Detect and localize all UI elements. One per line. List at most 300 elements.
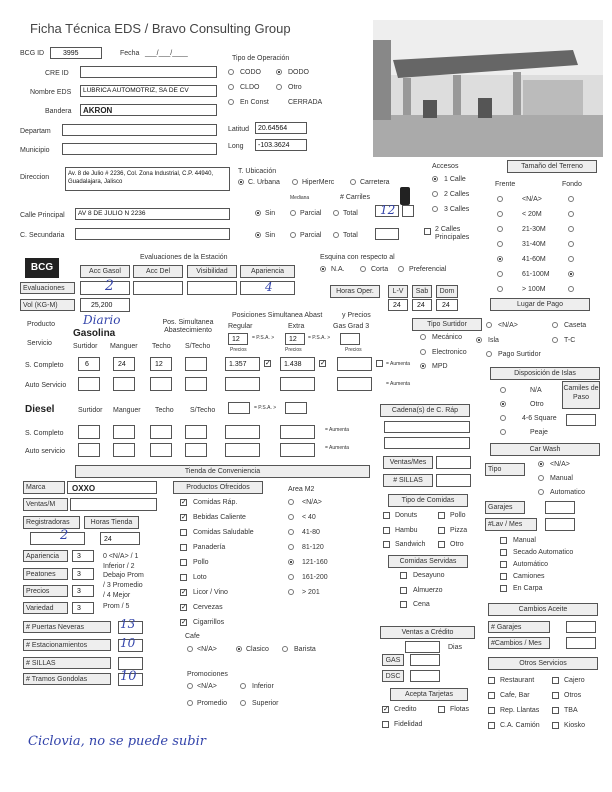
- diesel-as-surtidor[interactable]: [78, 443, 100, 457]
- producto-item-7: Cervezas: [193, 604, 223, 611]
- diesel-as-techo[interactable]: [150, 443, 172, 457]
- checkbox-producto-0[interactable]: ✓: [181, 499, 187, 506]
- cw-item-1: Secado Automatico: [513, 549, 574, 556]
- radio-area-4[interactable]: [288, 559, 294, 565]
- as-surtidor[interactable]: [78, 377, 100, 391]
- precio-regular[interactable]: [225, 357, 260, 371]
- option-islas-peaje: Peaje: [530, 429, 548, 436]
- option-cafe-barista: Barista: [294, 646, 316, 653]
- tramos-label: # Tramos Gondolas: [23, 673, 111, 685]
- cafe-label: Cafe: [185, 633, 200, 640]
- radio-cw-manual[interactable]: [538, 475, 544, 481]
- gas-field[interactable]: [410, 654, 440, 666]
- otros-item-5: TBA: [564, 707, 578, 714]
- pos-simultanea-label: Pos. Simultanea Abastecimiento: [162, 319, 214, 334]
- gas-grad3-label: Gas Grad 3: [333, 323, 370, 330]
- ventas-m-field[interactable]: [70, 498, 157, 511]
- cadena-field-2[interactable]: [384, 437, 470, 449]
- radio-cafe-na[interactable]: [187, 646, 193, 652]
- horas-tienda-label: Horas Tienda: [84, 516, 139, 529]
- checkbox-donuts[interactable]: [383, 512, 390, 519]
- radio-cw-auto[interactable]: [538, 489, 544, 495]
- option-islas-na: N/A: [530, 387, 542, 394]
- radio-fondo-1[interactable]: [568, 211, 574, 217]
- producto-item-0: Comidas Ráp.: [193, 499, 238, 506]
- calle-secundaria-label: C. Secundaria: [20, 232, 65, 239]
- checkbox-cw-2[interactable]: [500, 561, 507, 568]
- traffic-light-icon: [400, 187, 410, 205]
- radio-area-0[interactable]: [288, 499, 294, 505]
- mediana-sin: Sin: [265, 210, 276, 217]
- calle-secundaria-field[interactable]: [75, 228, 230, 240]
- tarjeta-fidelidad: Fidelidad: [394, 721, 423, 728]
- peatones-field[interactable]: [72, 568, 94, 580]
- as-precio-grad3[interactable]: [337, 377, 372, 391]
- producto-item-6: Licor / Vino: [193, 589, 228, 596]
- direccion-label: Direccion: [20, 174, 50, 181]
- bcg-id-value: 3995: [63, 50, 79, 57]
- checkbox-calles-principales[interactable]: [424, 228, 431, 235]
- option-mpd: MPD: [432, 363, 448, 370]
- diesel-aumenta-2: = Aumenta: [325, 445, 350, 451]
- checkbox-otros-4[interactable]: [488, 707, 495, 714]
- diesel-psa[interactable]: [228, 402, 250, 414]
- precio-grad3[interactable]: [337, 357, 372, 371]
- precios-label: y Precios: [342, 312, 371, 319]
- diesel-auto-servicio-label: Auto servicio: [25, 448, 66, 455]
- station-photo: [373, 20, 603, 157]
- checkbox-producto-1[interactable]: ✓: [181, 514, 187, 521]
- servida-desayuno: Desayuno: [413, 572, 445, 579]
- diesel-techo-label: Techo: [155, 407, 174, 414]
- scale-0: 0 <N/A> / 1: [103, 553, 139, 560]
- radio-esquina-preferencial[interactable]: [398, 266, 404, 272]
- checkbox-pollo-c[interactable]: [438, 512, 445, 519]
- servida-almuerzo: Almuerzo: [413, 587, 443, 594]
- radio-area-3[interactable]: [288, 544, 294, 550]
- checkbox-extra-aumenta[interactable]: ✓: [320, 360, 326, 367]
- checkbox-cw-3[interactable]: [500, 573, 507, 580]
- checkbox-pizza[interactable]: [438, 527, 445, 534]
- sillas-field-top[interactable]: [436, 474, 471, 487]
- scale-3: / 3 Promedio: [103, 582, 143, 589]
- checkbox-desayuno[interactable]: [400, 572, 407, 579]
- option-codo: CODO: [240, 69, 261, 76]
- radio-otro[interactable]: [276, 84, 282, 90]
- psa-extra[interactable]: [285, 333, 305, 345]
- departamento-label: Departam: [20, 128, 51, 135]
- checkbox-otro-c[interactable]: [438, 541, 445, 548]
- manguer-field[interactable]: [113, 357, 135, 371]
- otros-item-6: C.A. Camión: [500, 722, 540, 729]
- tarjeta-credito: Credito: [394, 706, 417, 713]
- radio-islas-na[interactable]: [500, 387, 506, 393]
- radio-promo-na[interactable]: [187, 683, 193, 689]
- garajes-aceite-label: # Garajes: [488, 621, 550, 633]
- cambios-mes-field[interactable]: [566, 637, 596, 649]
- diesel-manguer-label: Manguer: [113, 407, 141, 414]
- estacionamientos-label: # Estacionamientos: [23, 639, 111, 651]
- sillas-label-top: # SILLAS: [383, 474, 433, 487]
- radio-fondo-3[interactable]: [568, 241, 574, 247]
- checkbox-producto-3[interactable]: [180, 544, 187, 551]
- tipo-surtidor-title: Tipo Surtidor: [412, 318, 482, 331]
- radio-pago-surtidor[interactable]: [486, 351, 492, 357]
- option-pago-caseta: Caseta: [564, 322, 587, 329]
- radio-frente-1[interactable]: [497, 211, 503, 217]
- terreno-size-6: > 100M: [522, 286, 546, 293]
- diesel-sc-surtidor[interactable]: [78, 425, 100, 439]
- islas-title: Disposición de Islas: [490, 367, 600, 380]
- col-acc-gasol: Acc Gasol: [80, 265, 130, 278]
- checkbox-cw-4[interactable]: [500, 585, 507, 592]
- tarjetas-title: Acepta Tarjetas: [390, 688, 468, 701]
- departamento-field[interactable]: [62, 124, 217, 136]
- checkbox-otros-3[interactable]: [552, 692, 559, 699]
- variedad-label: Variedad: [23, 602, 68, 614]
- radio-3-calles[interactable]: [432, 206, 438, 212]
- horas-lv[interactable]: [388, 299, 408, 311]
- checkbox-producto-8[interactable]: ✓: [181, 619, 187, 626]
- cw-item-2: Automático: [513, 561, 549, 568]
- diesel-aumenta-1: = Aumenta: [325, 427, 350, 433]
- radio-carretera[interactable]: [350, 179, 356, 185]
- area-option-4: 121-160: [302, 559, 328, 566]
- direccion-field[interactable]: [65, 167, 230, 191]
- radio-hipermerc[interactable]: [292, 179, 298, 185]
- horas-tienda-field[interactable]: [100, 532, 140, 545]
- cre-id-field[interactable]: [80, 66, 217, 78]
- diesel-as-precio[interactable]: [225, 443, 260, 457]
- checkbox-cena[interactable]: [400, 601, 407, 608]
- radio-mecanico[interactable]: [420, 334, 426, 340]
- as-stecho[interactable]: [185, 377, 207, 391]
- puertas-label: # Puertas Neveras: [23, 621, 111, 633]
- techo-value: 12: [155, 361, 163, 368]
- mediana-label: Mediana: [290, 195, 310, 201]
- radio-frente-6[interactable]: [497, 286, 503, 292]
- registradoras-field[interactable]: [30, 532, 85, 545]
- esquina-title: Esquina con respecto al: [320, 254, 395, 261]
- dsc-label: DSC: [382, 670, 404, 682]
- fecha-value[interactable]: ___/___/____: [145, 50, 188, 57]
- precio-extra[interactable]: [280, 357, 315, 371]
- latitud-label: Latitud: [228, 126, 250, 133]
- variedad-field[interactable]: [72, 602, 94, 614]
- horas-sab-value: 24: [417, 302, 425, 309]
- col-apariencia: Apariencia: [240, 265, 295, 278]
- precios-tienda-value: 3: [77, 588, 81, 595]
- bcg-logo: BCG: [25, 258, 59, 278]
- radio-cafe-barista[interactable]: [282, 646, 288, 652]
- radio-electronico[interactable]: [420, 349, 426, 355]
- radio-esquina-na[interactable]: [320, 266, 326, 272]
- cw-item-4: En Carpa: [513, 585, 543, 592]
- checkbox-otros-6[interactable]: [488, 722, 495, 729]
- calles-principales-label: 2 Calles Principales: [435, 226, 470, 241]
- producto-item-2: Comidas Saludable: [193, 529, 254, 536]
- stecho-label: S/Techo: [185, 343, 211, 350]
- checkbox-sandwich[interactable]: [383, 541, 390, 548]
- extra-label: Extra: [288, 323, 305, 330]
- diesel-as-stecho[interactable]: [185, 443, 207, 457]
- checkbox-fidelidad[interactable]: [382, 721, 389, 728]
- variedad-value: 3: [77, 605, 81, 612]
- radio-frente-5[interactable]: [497, 271, 503, 277]
- checkbox-producto-5[interactable]: [180, 574, 187, 581]
- checkbox-otros-2[interactable]: [488, 692, 495, 699]
- cadena-title: Cadena(s) de C. Ráp: [380, 404, 470, 417]
- option-esquina-corta: Corta: [371, 266, 389, 273]
- psa-regular-value: 12: [232, 336, 240, 343]
- car-wash-title: Car Wash: [490, 443, 600, 456]
- horas-sab[interactable]: [412, 299, 432, 311]
- radio-sec-total[interactable]: [333, 232, 339, 238]
- radio-fondo-0[interactable]: [568, 196, 574, 202]
- radio-mpd[interactable]: [420, 363, 426, 369]
- lav-mes-field[interactable]: [545, 518, 575, 531]
- diario-handwritten: Diario: [83, 313, 121, 327]
- radio-pago-caseta[interactable]: [552, 322, 558, 328]
- longitud-field[interactable]: [255, 139, 307, 151]
- radio-fondo-5[interactable]: [568, 271, 574, 277]
- apariencia-field[interactable]: [72, 550, 94, 562]
- comida-donuts: Donuts: [395, 512, 418, 519]
- radio-cldo[interactable]: [228, 84, 234, 90]
- otros-item-1: Cajero: [564, 677, 585, 684]
- option-esquina-preferencial: Preferencial: [409, 266, 447, 273]
- radio-fondo-6[interactable]: [568, 286, 574, 292]
- radio-sec-sin[interactable]: [255, 232, 261, 238]
- latitud-field[interactable]: [255, 122, 307, 134]
- radio-frente-4[interactable]: [497, 256, 503, 262]
- checkbox-producto-6[interactable]: ✓: [181, 589, 187, 596]
- radio-en-const[interactable]: [228, 99, 234, 105]
- camiones-label: Camiles de Paso: [562, 381, 600, 409]
- psa-grad3[interactable]: [340, 333, 360, 345]
- diesel-as-manguer[interactable]: [113, 443, 135, 457]
- terreno-title: Tamaño del Terreno: [507, 160, 597, 173]
- checkbox-flotas[interactable]: [438, 706, 445, 713]
- checkbox-otros-0[interactable]: [488, 677, 495, 684]
- radio-c-urbana[interactable]: [238, 179, 244, 185]
- fecha-label: Fecha: [120, 50, 140, 57]
- lav-mes-label: #Lav / Mes: [485, 518, 537, 531]
- nombre-eds-label: Nombre EDS: [30, 89, 72, 96]
- radio-pago-isla[interactable]: [476, 337, 482, 343]
- checkbox-cw-1[interactable]: [500, 549, 507, 556]
- as-manguer[interactable]: [113, 377, 135, 391]
- ventas-m-label: Ventas/M: [23, 498, 68, 511]
- radio-fondo-2[interactable]: [568, 226, 574, 232]
- option-cw-na: <N/A>: [550, 461, 570, 468]
- tipo-label: Tipo: [485, 463, 525, 476]
- carriles-extra-field[interactable]: [402, 205, 414, 217]
- radio-area-2[interactable]: [288, 529, 294, 535]
- scale-1: Inferior / 2: [103, 563, 135, 570]
- as-precio-extra[interactable]: [280, 377, 315, 391]
- sec-total: Total: [343, 232, 358, 239]
- cw-item-3: Camiones: [513, 573, 545, 580]
- radio-promo-superior[interactable]: [240, 700, 246, 706]
- frente-label: Frente: [495, 181, 516, 188]
- posiciones-label: Posiciones Simultanea Abast: [232, 312, 323, 319]
- option-pago-na: <N/A>: [498, 322, 518, 329]
- comida-hambu: Hambu: [395, 527, 418, 534]
- s-completo-label: S. Completo: [25, 362, 64, 369]
- radio-frente-2[interactable]: [497, 226, 503, 232]
- diesel-as-precio2[interactable]: [280, 443, 315, 457]
- camiones-field[interactable]: [566, 414, 596, 426]
- surtidor-value: 6: [85, 361, 89, 368]
- comida-sandwich: Sandwich: [395, 541, 426, 548]
- carriles-label: # Carriles: [340, 194, 370, 201]
- estacionamientos-handwritten: 10: [120, 636, 136, 650]
- diesel-sc-stecho[interactable]: [185, 425, 207, 439]
- credito-field-1[interactable]: [405, 641, 440, 653]
- producto-item-8: Cigarrillos: [193, 619, 225, 626]
- radio-codo[interactable]: [228, 69, 234, 75]
- radio-mediana-sin[interactable]: [255, 210, 261, 216]
- sec-carriles-field[interactable]: [375, 228, 399, 240]
- as-techo[interactable]: [150, 377, 172, 391]
- psa-regular[interactable]: [228, 333, 248, 345]
- area-option-6: > 201: [302, 589, 320, 596]
- garajes-field[interactable]: [545, 501, 575, 514]
- radio-area-1[interactable]: [288, 514, 294, 520]
- option-pago-tc: T-C: [564, 337, 576, 344]
- option-islas-otro: Otro: [530, 401, 544, 408]
- radio-esquina-corta[interactable]: [360, 266, 366, 272]
- checkbox-regular-aumenta[interactable]: ✓: [265, 360, 271, 367]
- diesel-sc-manguer[interactable]: [113, 425, 135, 439]
- option-dodo: DODO: [288, 69, 309, 76]
- checkbox-grad3-aumenta[interactable]: [376, 360, 383, 367]
- otros-item-4: Rep. Llantas: [500, 707, 540, 714]
- radio-promo-inferior[interactable]: [240, 683, 246, 689]
- diesel-psa-2[interactable]: [285, 402, 307, 414]
- radio-2-calles[interactable]: [432, 191, 438, 197]
- radio-1-calle[interactable]: [432, 176, 438, 182]
- precios-small-2: Precios: [285, 347, 302, 353]
- direccion-value: Av. 8 de Julio # 2236, Col. Zona Industrial, C.P. 44940, Guadalajara, Jalisco: [68, 171, 214, 185]
- bandera-field[interactable]: [80, 104, 217, 116]
- eval-acc-del[interactable]: [133, 281, 183, 295]
- horas-tienda-value: 24: [104, 536, 112, 543]
- terreno-size-4: 41-60M: [522, 256, 546, 263]
- garajes-aceite-field[interactable]: [566, 621, 596, 633]
- tipo-operacion-title: Tipo de Operación: [232, 55, 290, 62]
- stecho-field[interactable]: [185, 357, 207, 371]
- area-option-3: 81-120: [302, 544, 324, 551]
- horas-dom[interactable]: [436, 299, 458, 311]
- calle-principal-value: AV 8 DE JULIO N 2236: [78, 210, 146, 217]
- radio-islas-otro[interactable]: [500, 401, 506, 407]
- scale-4: / 4 Mejor: [103, 592, 131, 599]
- checkbox-otros-1[interactable]: [552, 677, 559, 684]
- vol-field[interactable]: [80, 298, 130, 312]
- cambios-mes-label: #Cambios / Mes: [488, 637, 550, 649]
- radio-frente-3[interactable]: [497, 241, 503, 247]
- diesel-surtidor-label: Surtidor: [78, 407, 103, 414]
- eval-visibilidad[interactable]: [187, 281, 237, 295]
- registradoras-handwritten: 2: [60, 528, 69, 543]
- option-cw-manual: Manual: [550, 475, 573, 482]
- checkbox-almuerzo[interactable]: [400, 587, 407, 594]
- ventas-mes-field[interactable]: [436, 456, 471, 469]
- option-c-urbana: C. Urbana: [248, 179, 280, 186]
- terreno-size-2: 21-30M: [522, 226, 546, 233]
- checkbox-hambu[interactable]: [383, 527, 390, 534]
- marca-field[interactable]: [67, 481, 157, 494]
- evaluaciones-label: Evaluaciones: [20, 282, 75, 294]
- sec-parcial: Parcial: [300, 232, 322, 239]
- checkbox-producto-4[interactable]: [180, 559, 187, 566]
- horas-lv-value: 24: [393, 302, 401, 309]
- cambios-aceite-title: Cambios Aceite: [488, 603, 598, 616]
- nombre-eds-field[interactable]: [80, 85, 217, 97]
- diesel-sc-precio[interactable]: [225, 425, 260, 439]
- checkbox-otros-5[interactable]: [552, 707, 559, 714]
- diesel-sc-techo[interactable]: [150, 425, 172, 439]
- cadena-field-1[interactable]: [384, 421, 470, 433]
- marca-value: OXXO: [72, 484, 96, 493]
- radio-frente-0[interactable]: [497, 196, 503, 202]
- surtidor-field[interactable]: [78, 357, 100, 371]
- radio-promo-promedio[interactable]: [187, 700, 193, 706]
- bcg-id-field[interactable]: [50, 47, 102, 59]
- radio-mediana-total[interactable]: [333, 210, 339, 216]
- radio-pago-na[interactable]: [486, 322, 492, 328]
- radio-area-6[interactable]: [288, 589, 294, 595]
- checkbox-cw-0[interactable]: [500, 537, 507, 544]
- checkbox-credito[interactable]: ✓: [383, 706, 389, 713]
- option-2-calles: 2 Calles: [444, 191, 470, 198]
- radio-mediana-parcial[interactable]: [290, 210, 296, 216]
- calle-principal-field[interactable]: [75, 208, 230, 220]
- radio-dodo[interactable]: [276, 69, 282, 75]
- radio-area-5[interactable]: [288, 574, 294, 580]
- radio-cw-na[interactable]: [538, 461, 544, 467]
- precios-small-1: Precios: [230, 347, 247, 353]
- checkbox-producto-7[interactable]: ✓: [181, 604, 187, 611]
- as-precio-regular[interactable]: [225, 377, 260, 391]
- ubicacion-title: T. Ubicación: [238, 168, 277, 175]
- radio-fondo-4[interactable]: [568, 256, 574, 262]
- radio-islas-square[interactable]: [500, 415, 506, 421]
- gasolina-label: Gasolina: [73, 328, 116, 339]
- horas-dom-value: 24: [442, 302, 450, 309]
- precios-tienda-field[interactable]: [72, 585, 94, 597]
- peatones-label: Peatones: [23, 568, 68, 580]
- dsc-field[interactable]: [410, 670, 440, 682]
- comida-pollo: Pollo: [450, 512, 466, 519]
- techo-field[interactable]: [150, 357, 172, 371]
- checkbox-producto-2[interactable]: [180, 529, 187, 536]
- municipio-field[interactable]: [62, 143, 217, 155]
- nombre-eds-value: LUBRICA AUTOMOTRIZ, SA DE CV: [83, 87, 189, 94]
- checkbox-otros-7[interactable]: [552, 722, 559, 729]
- diesel-sc-precio2[interactable]: [280, 425, 315, 439]
- marca-label: Marca: [23, 481, 65, 494]
- tramos-handwritten: 10: [120, 669, 137, 684]
- radio-sec-parcial[interactable]: [290, 232, 296, 238]
- radio-cafe-clasico[interactable]: [236, 646, 242, 652]
- terreno-size-3: 31-40M: [522, 241, 546, 248]
- area-option-1: < 40: [302, 514, 316, 521]
- radio-islas-peaje[interactable]: [500, 429, 506, 435]
- radio-pago-tc[interactable]: [552, 337, 558, 343]
